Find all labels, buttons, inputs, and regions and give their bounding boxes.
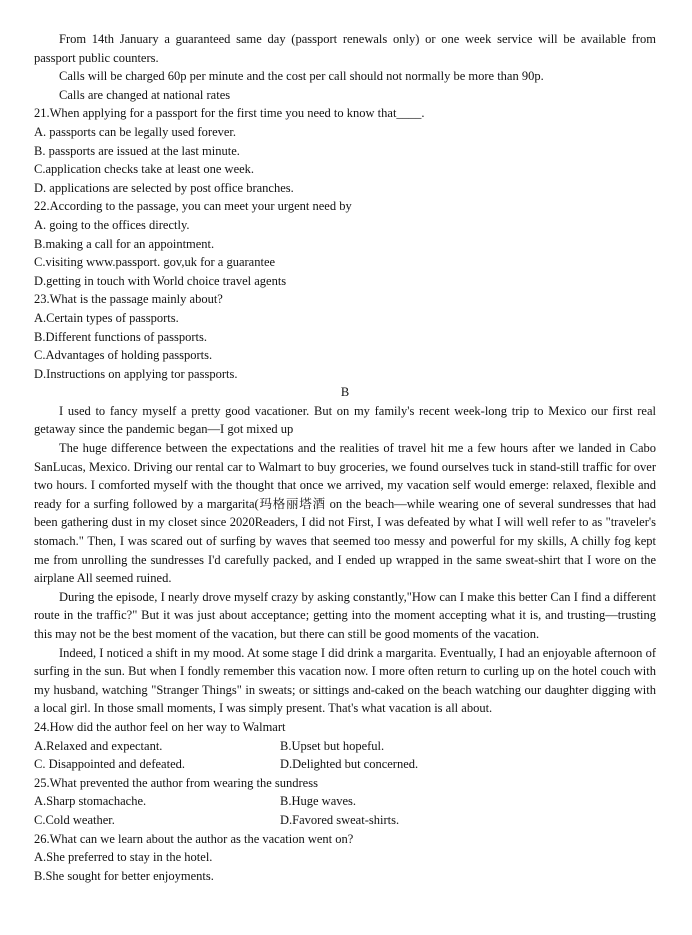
question-stem: 21.When applying for a passport for the first time you need to know that____. — [34, 106, 425, 121]
passage-b — [34, 402, 656, 718]
option-d: D.Favored sweat-shirts. — [280, 812, 400, 827]
question-26 — [34, 830, 656, 886]
option-c: C.application checks take at least one week. — [34, 162, 255, 177]
question-25 — [34, 774, 656, 830]
option-b: B.Upset but hopeful. — [280, 738, 385, 753]
intro-paragraph-2: Calls will be charged 60p per minute and the cost per call should not normally be more than 90p. — [59, 69, 544, 84]
option-a: A.She preferred to stay in the hotel. — [34, 850, 213, 865]
question-stem: 24.How did the author feel on her way to Walmart — [34, 719, 286, 734]
option-c: C.Advantages of holding passports. — [34, 348, 213, 363]
option-d: D.Delighted but concerned. — [280, 757, 419, 772]
option-c: C. Disappointed and defeated. — [34, 757, 185, 772]
option-a: A. going to the offices directly. — [34, 217, 190, 232]
passage-paragraph-4: Indeed, I noticed a shift in my mood. At some stage I did drink a margarita. Eventually, I had an enjoyable afternoon of surfing in the sun. But when I fondly remember this vacation now. I more often return to curling up on the hotel couch with my husband, watching "Stranger Things" in sweats; or sittings and-caked on the beach watching our daughter digging with a local girl. In those small moments, I was simply present. That's what vacation is all about. — [34, 645, 656, 716]
option-b: B.Huge waves. — [280, 794, 357, 809]
question-21 — [34, 104, 656, 197]
option-a: A. passports can be legally used forever. — [34, 124, 237, 139]
options-row-1 — [34, 737, 656, 756]
options-row-2 — [34, 811, 656, 830]
question-22 — [34, 197, 656, 290]
option-d: D.getting in touch with World choice travel agents — [34, 273, 287, 288]
option-b: B. passports are issued at the last minute. — [34, 143, 240, 158]
passage-paragraph-2: The huge difference between the expectations and the realities of travel hit me a few hours after we landed in Cabo SanLucas, Mexico. Driving our rental car to Walmart to buy groceries, we found ourselves tuck in stand-still traffic for over two hours. I comforted myself with the thought that once we arrived, my vacation self would emerge: relaxed, flexible and ready for a surfing followed by a margarita(玛格丽塔酒 on the beach—while wearing one of several sundresses that had been gathering dust in my closet since 2020Readers, I did not First, I was defeated by what I will well refer to as "traveler's stomach." Then, I was scared out of surfing by waves that seemed too messy and powerful for my skills, A chilly fog kept me from unrolling the sundresses I'd carefully packed, and I ended up wrapped in the same sweat-shirt that I wore on the airplane All seemed ruined. — [34, 441, 656, 586]
options-row-2 — [34, 755, 656, 774]
question-24 — [34, 718, 656, 774]
option-a: A.Relaxed and expectant. — [34, 738, 163, 753]
option-b: B.She sought for better enjoyments. — [34, 868, 214, 883]
question-23 — [34, 290, 656, 383]
section-heading-b: B — [340, 385, 350, 400]
option-c: C.Cold weather. — [34, 812, 115, 827]
passage-paragraph-3: During the episode, I nearly drove myself crazy by asking constantly,"How can I make this better Can I find a different route in the traffic?" But it was just about acceptance; getting into the moment accepting what it is, and trusting—trusting this may not be the best moment of the vacation, but there can still be good moments of the vacation. — [34, 589, 656, 641]
passage-paragraph-1: I used to fancy myself a pretty good vacationer. But on my family's recent week-long trip to Mexico our first real getaway since the pandemic began—I got mixed up — [34, 403, 656, 437]
question-stem: 25.What prevented the author from wearing the sundress — [34, 775, 318, 790]
question-stem: 22.According to the passage, you can meet your urgent need by — [34, 199, 352, 214]
option-a: A.Sharp stomachache. — [34, 794, 147, 809]
intro-paragraph-1: From 14th January a guaranteed same day (passport renewals only) or one week service will be available from passport public counters. — [34, 32, 656, 65]
options-row-1 — [34, 792, 656, 811]
option-b: B.Different functions of passports. — [34, 329, 208, 344]
intro-paragraph-3: Calls are changed at national rates — [59, 87, 231, 102]
option-b: B.making a call for an appointment. — [34, 236, 215, 251]
option-d: D. applications are selected by post office branches. — [34, 180, 294, 195]
option-d: D.Instructions on applying tor passports. — [34, 366, 238, 381]
question-stem: 26.What can we learn about the author as the vacation went on? — [34, 831, 354, 846]
option-c: C.visiting www.passport. gov,uk for a guarantee — [34, 255, 276, 270]
question-stem: 23.What is the passage mainly about? — [34, 292, 223, 307]
option-a: A.Certain types of passports. — [34, 310, 179, 325]
